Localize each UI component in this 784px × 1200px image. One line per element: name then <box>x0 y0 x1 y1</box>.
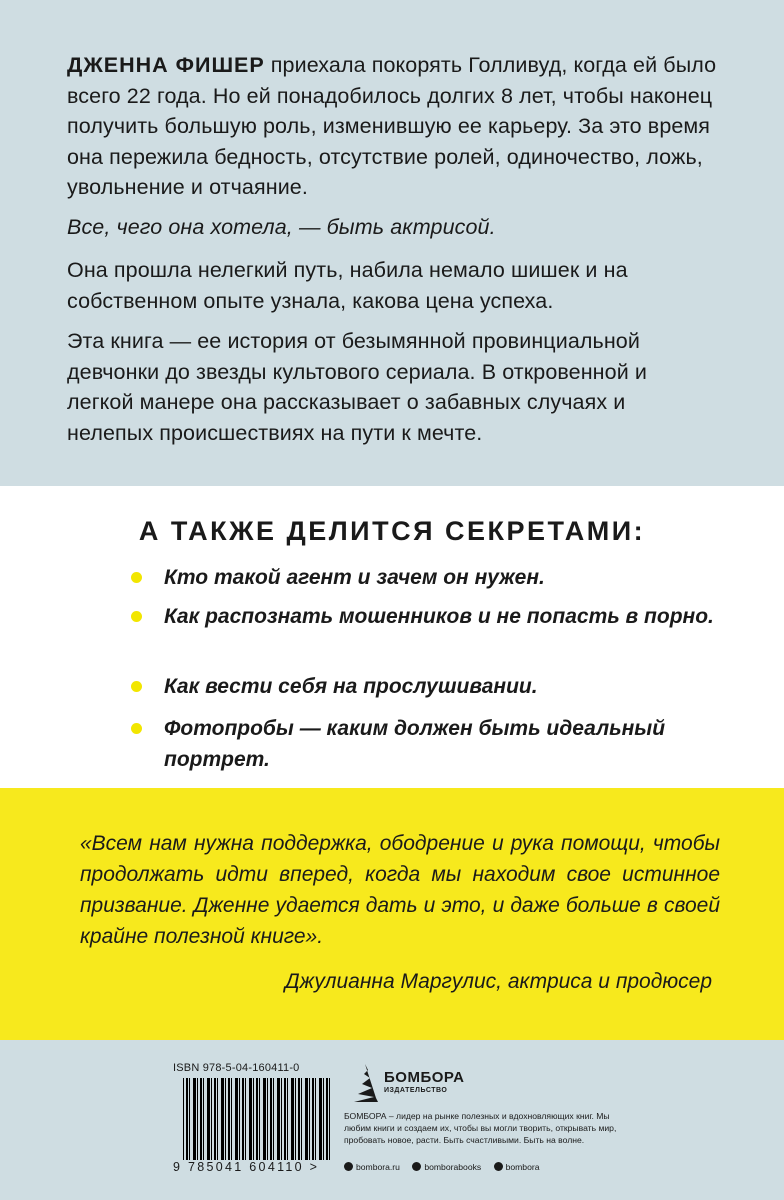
website-icon <box>344 1162 353 1171</box>
journey-paragraph: Она прошла нелегкий путь, набила немало шишек и на собственном опыте узнала, какова цена успеха. <box>67 258 628 313</box>
vk-icon <box>412 1162 421 1171</box>
author-name: ДЖЕННА ФИШЕР <box>67 53 265 77</box>
publisher-block <box>344 1058 624 1188</box>
publisher-logo-icon <box>352 1064 378 1102</box>
isbn-label: ISBN 978-5-04-160411-0 <box>173 1062 300 1074</box>
secret-item-text: Как вести себя на прослушивании. <box>164 675 538 698</box>
telegram-icon <box>494 1162 503 1171</box>
secret-item-text: Кто такой агент и зачем он нужен. <box>164 566 545 589</box>
social-telegram[interactable]: bombora <box>494 1162 540 1172</box>
tagline: Все, чего она хотела, — быть актрисой. <box>67 215 496 239</box>
secrets-section <box>0 486 784 788</box>
quote-section <box>0 788 784 1040</box>
bullet-icon <box>131 572 142 583</box>
testimonial-quote: «Всем нам нужна поддержка, ободрение и рука помощи, чтобы продолжать идти вперед, когда мы находим свое истинное призвание. Дженне удается дать и это, и даже больше в своей крайне полезной книге». <box>80 832 720 948</box>
publisher-name: БОМБОРА <box>384 1069 465 1086</box>
barcode <box>173 1062 333 1180</box>
social-links <box>344 1162 550 1172</box>
intro-paragraph <box>67 50 717 203</box>
publisher-description: БОМБОРА – лидер на рынке полезных и вдохновляющих книг. Мы любим книги и создаем их, чтобы вы могли творить, открывать мир, пробовать новое, расти. Быть счастливыми. Быть на волне. <box>344 1111 617 1145</box>
barcode-bars <box>183 1078 331 1160</box>
bullet-icon <box>131 681 142 692</box>
bullet-icon <box>131 611 142 622</box>
social-vk[interactable]: bomborabooks <box>412 1162 481 1172</box>
secrets-heading: А ТАКЖЕ ДЕЛИТСЯ СЕКРЕТАМИ: <box>138 516 646 546</box>
secret-item-text: Фотопробы — каким должен быть идеальный портрет. <box>164 717 666 771</box>
quote-attribution: Джулианна Маргулис, актриса и продюсер <box>284 970 712 993</box>
publisher-subtitle: ИЗДАТЕЛЬСТВО <box>384 1087 448 1094</box>
social-site[interactable]: bombora.ru <box>344 1162 400 1172</box>
imprint-section <box>0 1040 784 1200</box>
secret-item-text: Как распознать мошенников и не попасть в порно. <box>164 605 714 628</box>
bullet-icon <box>131 723 142 734</box>
description-section <box>0 0 784 486</box>
book-summary-paragraph: Эта книга — ее история от безымянной провинциальной девчонки до звезды культового сериала. В откровенной и легкой манере она рассказывает о забавных случаях и нелепых происшествиях на пути к мечте. <box>67 329 648 445</box>
barcode-digits: 9 785041 604110 > <box>173 1160 320 1174</box>
intro-text: приехала покорять Голливуд, когда ей было всего 22 года. Но ей понадобилось долгих 8 лет, чтобы наконец получить большую роль, изменившую ее карьеру. За это время она пережила бедность, отсутствие ролей, одиночество, ложь, увольнение и отчаяние. <box>67 53 717 199</box>
